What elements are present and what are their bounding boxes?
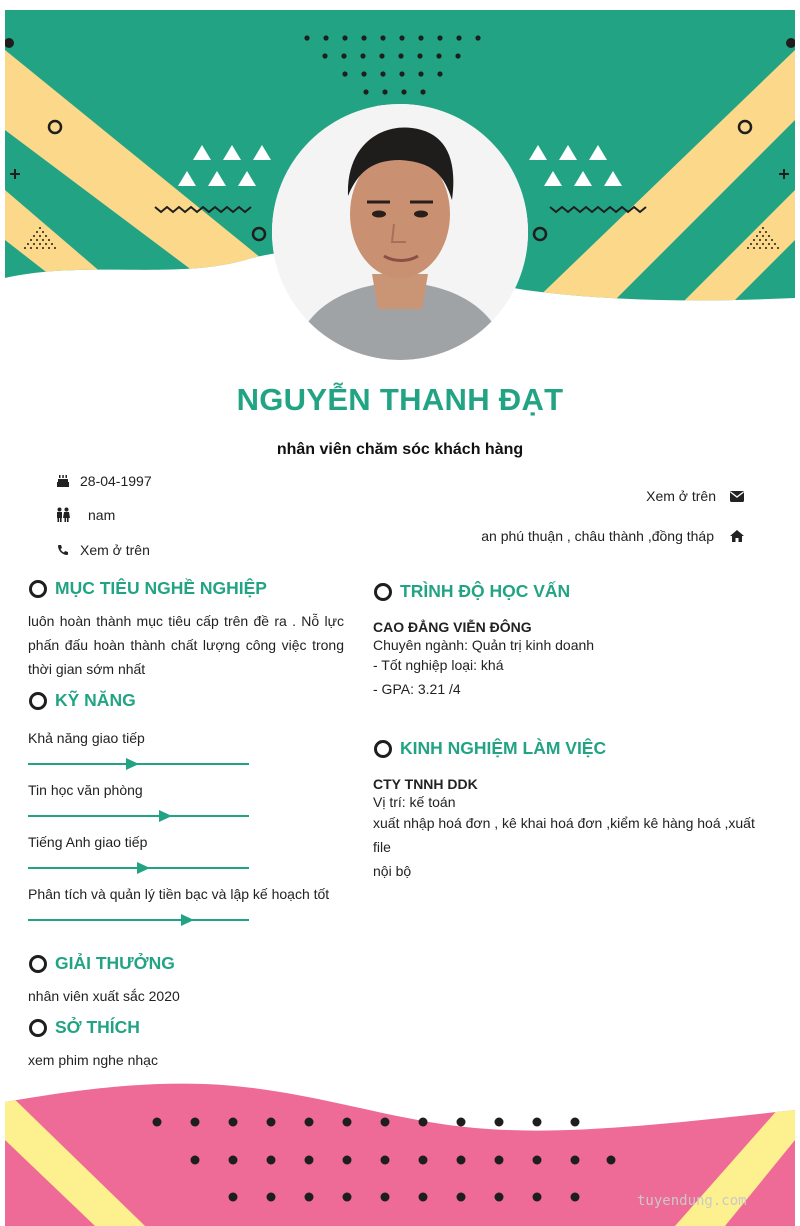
candidate-name: NGUYỄN THANH ĐẠT xyxy=(236,382,564,417)
gender-value: nam xyxy=(88,507,116,523)
education-title: TRÌNH ĐỘ HỌC VẤN xyxy=(400,581,571,601)
section-ring-icon xyxy=(374,740,392,758)
section-ring-icon xyxy=(29,1019,47,1037)
watermark: tuyendung.com xyxy=(637,1193,747,1209)
section-ring-icon xyxy=(374,583,392,601)
gender-row xyxy=(55,507,115,523)
skill-name: Tiếng Anh giao tiếp xyxy=(28,834,148,850)
address-row xyxy=(481,528,745,544)
section-ring-icon xyxy=(29,692,47,710)
skills-title: KỸ NĂNG xyxy=(55,690,136,710)
phone-value: Xem ở trên xyxy=(80,542,150,558)
education-school: CAO ĐẲNG VIỄN ĐÔNG xyxy=(373,619,532,635)
awards-title: GIẢI THƯỞNG xyxy=(55,953,175,973)
skill-level-marker xyxy=(159,810,172,822)
hobbies-title: SỞ THÍCH xyxy=(55,1017,140,1037)
hobbies-text: xem phim nghe nhạc xyxy=(28,1052,158,1068)
email-row xyxy=(646,488,745,504)
objective-line: luôn hoàn thành mục tiêu cấp trên đề ra . Nỗ lực xyxy=(28,613,344,629)
objective-line: thời gian sớm nhất xyxy=(28,661,146,677)
experience-company: CTY TNNH DDK xyxy=(373,776,478,792)
experience-title: KINH NGHIỆM LÀM VIỆC xyxy=(400,738,607,758)
skill-bar xyxy=(28,867,249,869)
skills-heading xyxy=(29,690,136,711)
skill-name: Phân tích và quản lý tiền bạc và lập kế hoạch tốt xyxy=(28,886,330,902)
experience-heading xyxy=(374,738,606,759)
hobbies-heading xyxy=(29,1017,140,1038)
section-ring-icon xyxy=(29,580,47,598)
experience-description-line: nội bộ xyxy=(373,863,412,879)
skill-level-marker xyxy=(126,758,139,770)
skill-name: Khả năng giao tiếp xyxy=(28,730,145,746)
skill-level-marker xyxy=(181,914,194,926)
email-value: Xem ở trên xyxy=(646,488,716,504)
gender-icon xyxy=(55,507,71,523)
envelope-icon xyxy=(729,488,745,504)
experience-description xyxy=(373,811,773,883)
skill-level-marker xyxy=(137,862,150,874)
awards-text: nhân viên xuất sắc 2020 xyxy=(28,988,180,1004)
experience-description-line: xuất nhập hoá đơn , kê khai hoá đơn ,kiểm kê hàng hoá ,xuất file xyxy=(373,815,755,855)
objective-title: MỤC TIÊU NGHỀ NGHIỆP xyxy=(55,578,267,598)
phone-icon xyxy=(55,542,71,558)
education-gpa: - GPA: 3.21 /4 xyxy=(373,681,461,697)
section-ring-icon xyxy=(29,955,47,973)
birthday-row xyxy=(55,473,152,489)
skill-name: Tin học văn phòng xyxy=(28,782,143,798)
phone-row xyxy=(55,542,150,558)
skill-bar xyxy=(28,815,249,817)
birthday-value: 28-04-1997 xyxy=(80,473,152,489)
objective-text xyxy=(28,609,344,681)
job-title: nhân viên chăm sóc khách hàng xyxy=(276,441,524,458)
profile-photo xyxy=(272,104,528,360)
education-grade: - Tốt nghiệp loại: khá xyxy=(373,657,504,673)
skill-bar xyxy=(28,763,249,765)
birthday-cake-icon xyxy=(55,473,71,489)
skill-bar xyxy=(28,919,249,921)
home-icon xyxy=(729,528,745,544)
address-value: an phú thuận , châu thành ,đồng tháp xyxy=(481,528,714,544)
education-major: Chuyên ngành: Quản trị kinh doanh xyxy=(373,637,595,653)
objective-heading xyxy=(29,578,267,599)
awards-heading xyxy=(29,953,175,974)
education-heading xyxy=(374,581,570,602)
experience-position: Vị trí: kế toán xyxy=(373,794,456,810)
objective-line: phấn đấu hoàn thành chất lượng công việc trong xyxy=(28,637,344,653)
